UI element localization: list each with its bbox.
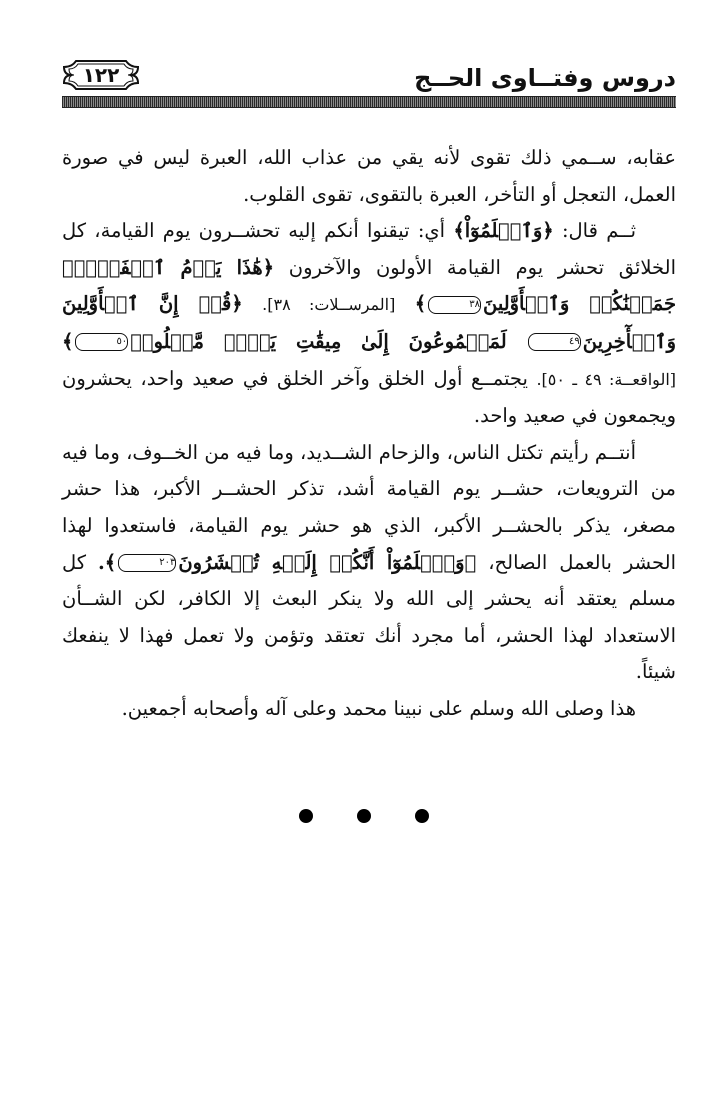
quran-verse-close: ﴾. bbox=[98, 550, 117, 574]
page-body bbox=[62, 140, 676, 728]
paragraph-text: هذا وصلى الله وسلم على نبينا محمد وعلى آله وأصحابه أجمعين. bbox=[121, 696, 636, 720]
page-number-badge bbox=[62, 58, 140, 92]
paragraph-text: يجتمــع أول الخلق وآخر الخلق في صعيد واحد، يحشرون ويجمعون في صعيد واحد. bbox=[62, 366, 676, 428]
paragraph-text: ثــم قال: bbox=[561, 219, 637, 243]
paragraph bbox=[62, 213, 676, 435]
paragraph bbox=[62, 140, 676, 213]
ayah-number-icon: ٤٩ bbox=[528, 333, 581, 351]
ayah-number-icon: ٢٠٣ bbox=[118, 554, 176, 572]
paragraph-text: أنتــم رأيتم تكتل الناس، والزحام الشــديد، وما فيه من الخــوف، وما فيه من الترويعات، حشــر يوم القيامة أشد، تذكر الحشــر الأكبر، هذا حشر مصغر، يذكر بالحشــر الأكبر، الذي هو حشر يوم القيامة، فاستعدوا لهذا الحشر بالعمل الصالح، bbox=[62, 440, 677, 574]
section-separator bbox=[0, 808, 727, 827]
header-divider bbox=[62, 96, 676, 108]
quran-verse: ﴿وَٱعۡلَمُوٓاْ﴾ bbox=[453, 219, 554, 243]
paragraph-text: عقابه، ســمي ذلك تقوى لأنه يقي من عذاب الله، العبرة ليس في صورة العمل، التعجل أو التأخر، العبرة بالتقوى، تقوى القلوب. bbox=[62, 146, 676, 206]
ayah-number-icon: ٣٨ bbox=[428, 296, 481, 314]
paragraph bbox=[62, 435, 676, 691]
paragraph-text: أي: تيقنوا أنكم إليه تحشــرون يوم القيامة، كل الخلائق تحشر يوم القيامة الأولون والآخرون bbox=[62, 219, 676, 279]
quran-verse: لَمَجۡمُوعُونَ إِلَىٰ مِيقَٰتِ يَوۡمٖ مَّعۡلُومٖ bbox=[130, 329, 507, 353]
quran-verse: ﴿وَٱعۡلَمُوٓاْ أَنَّكُمۡ إِلَيۡهِ تُحۡشَرُونَ bbox=[178, 550, 477, 574]
ayah-number-icon: ٥٠ bbox=[75, 333, 128, 351]
quran-verse-close: ﴾ bbox=[62, 329, 74, 353]
dot-icon bbox=[357, 809, 371, 823]
running-title: دروس وفتــاوى الحــج bbox=[414, 64, 676, 92]
quran-verse: ﴿هَٰذَا يَوۡمُ ٱلۡفَصۡلِۖ جَمَعۡنَٰكُمۡ وَٱلۡأَوَّلِينَ bbox=[62, 255, 677, 316]
dot-icon bbox=[415, 809, 429, 823]
surah-citation: [المرســلات: ٣٨]. bbox=[262, 295, 396, 315]
paragraph bbox=[62, 691, 676, 728]
page-header bbox=[62, 58, 676, 98]
quran-verse: ﴿قُلۡ إِنَّ ٱلۡأَوَّلِينَ وَٱلۡأٓخِرِينَ bbox=[62, 292, 676, 353]
page-number: ١٢٢ bbox=[82, 63, 120, 87]
dot-icon bbox=[299, 809, 313, 823]
surah-citation: [الواقعــة: ٤٩ ـ ٥٠]. bbox=[536, 369, 677, 389]
paragraph-text: كل مسلم يعتقد أنه يحشر إلى الله ولا ينكر البعث إلا الكافر، لكن الشــأن الاستعداد لهذا الحشر، أما مجرد أنك تعتقد وتؤمن ولا تعمل فهذا لا ينفعك شيئاً. bbox=[62, 550, 676, 684]
quran-verse-close: ﴾ bbox=[414, 292, 427, 316]
